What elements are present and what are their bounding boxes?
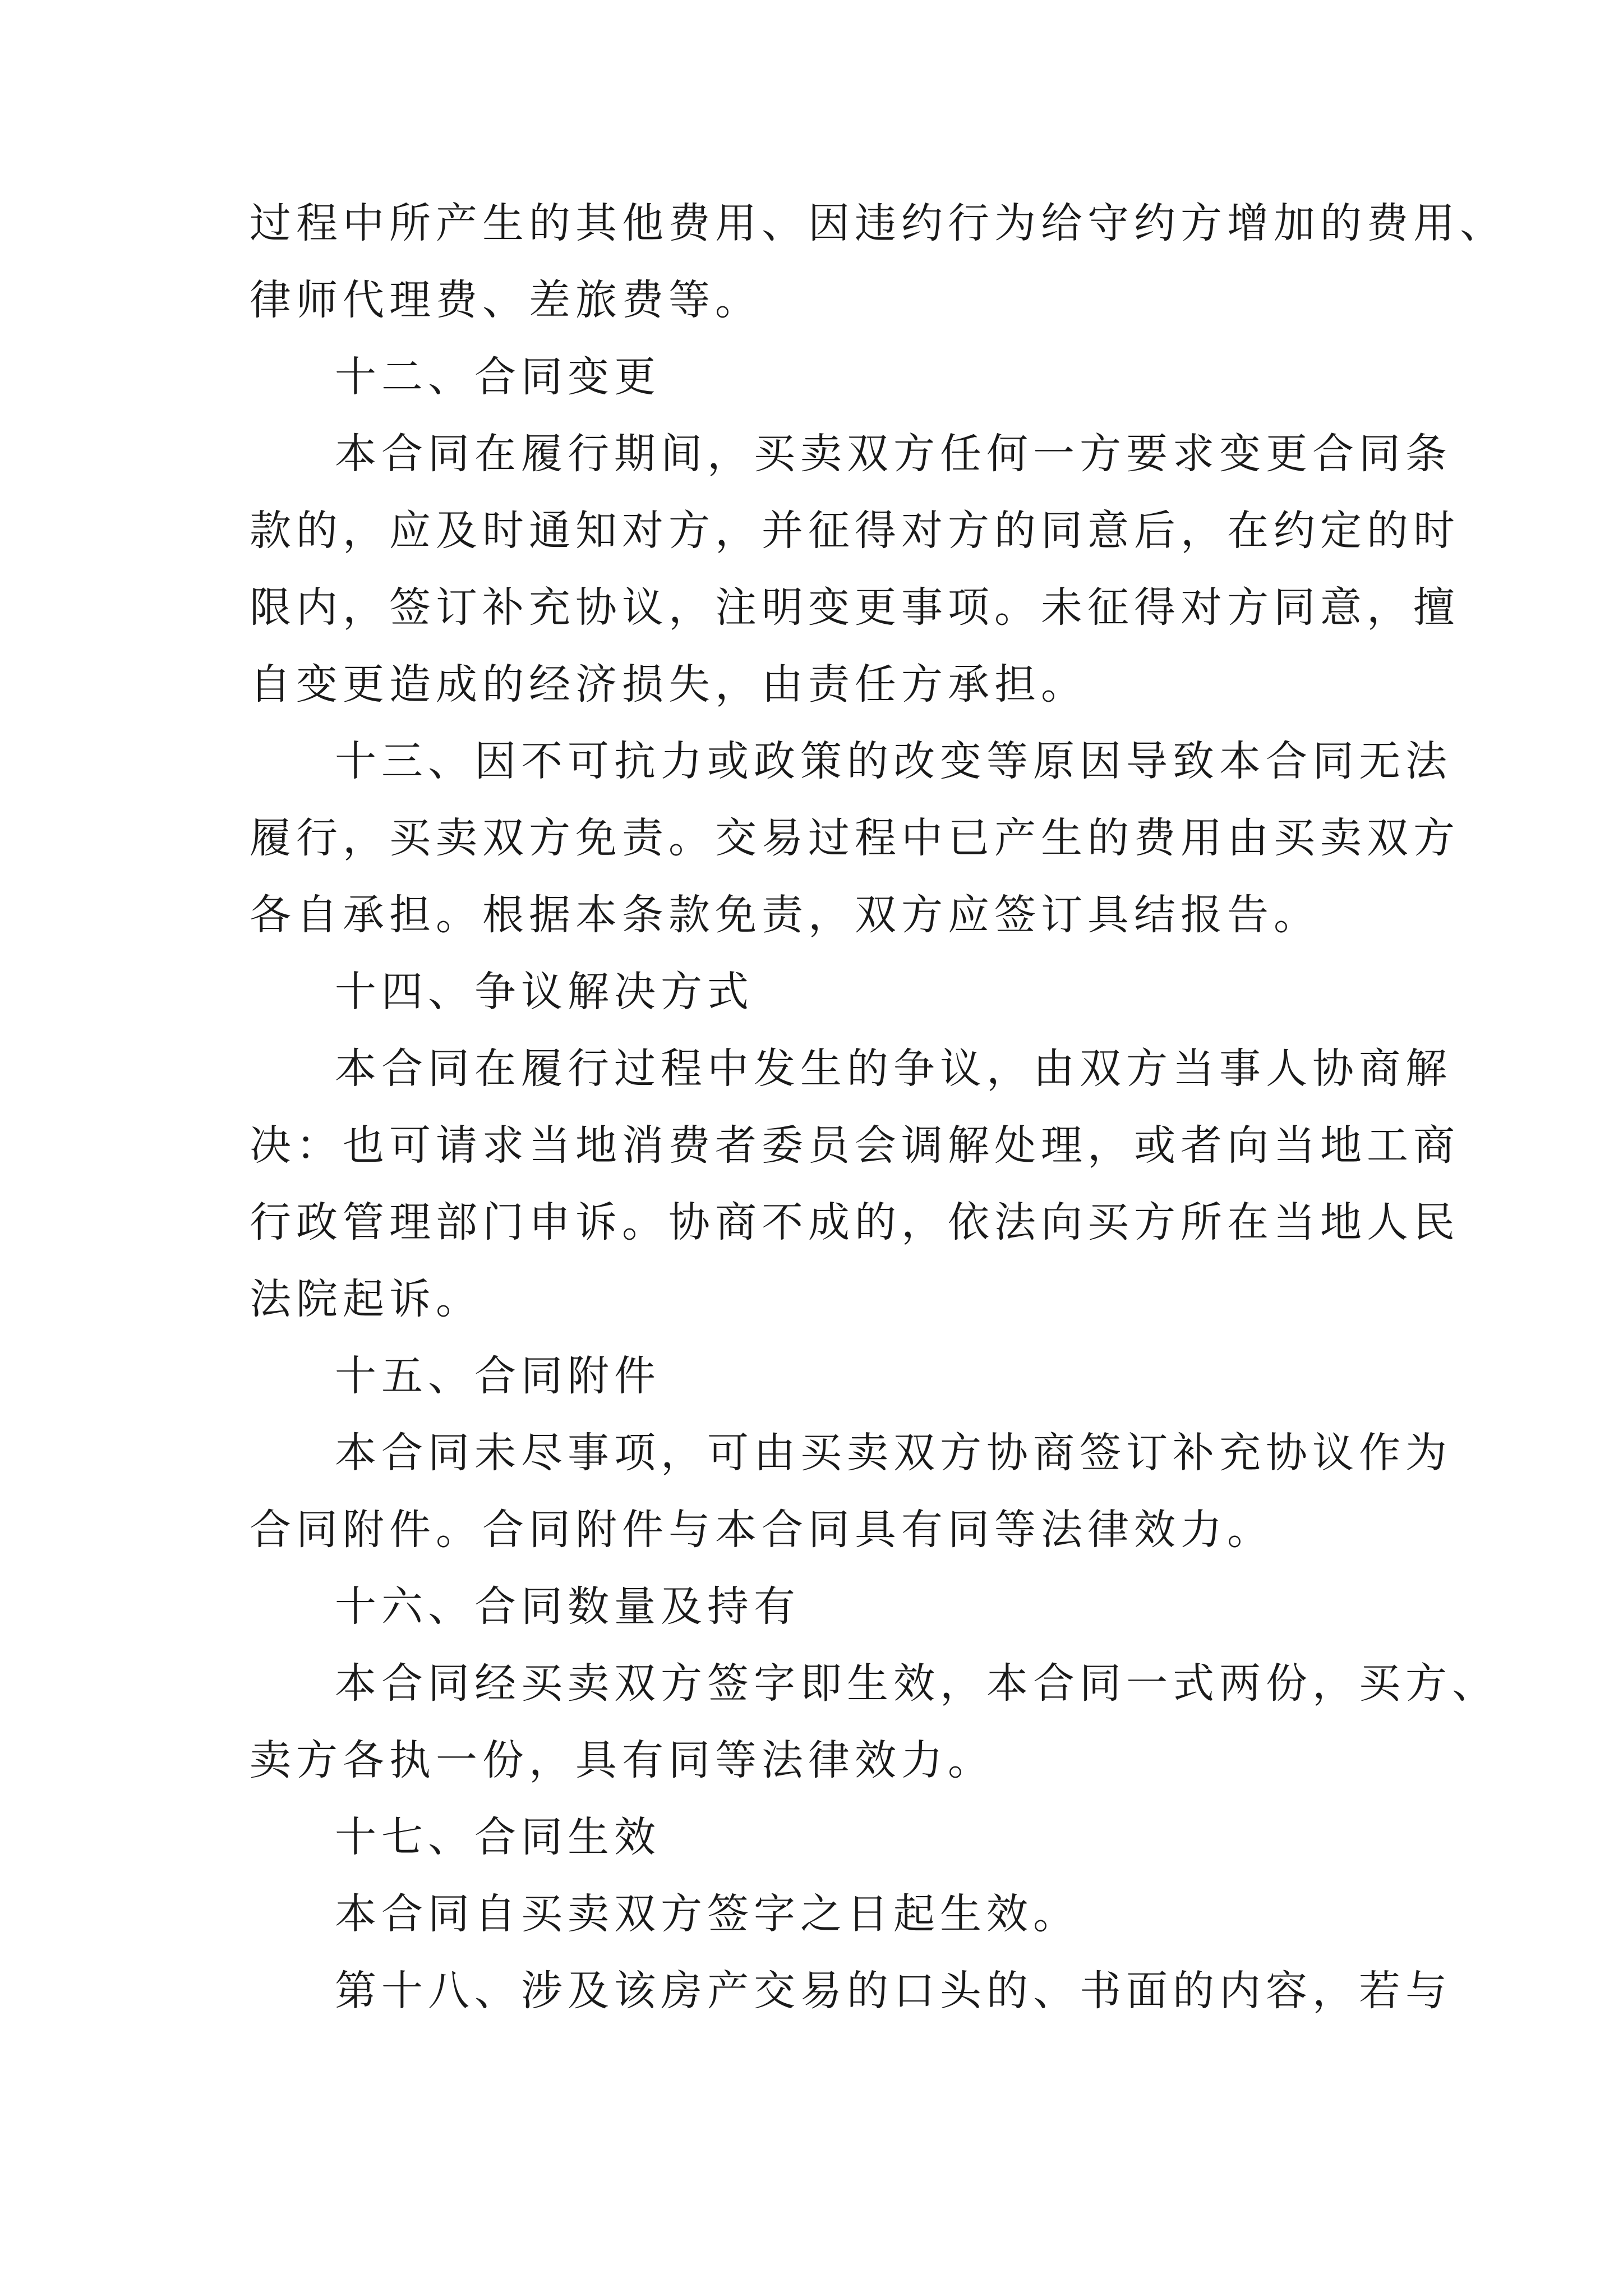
text-line: 款的，应及时通知对方，并征得对方的同意后，在约定的时	[250, 507, 1460, 555]
text-line: 自变更造成的经济损失，由责任方承担。	[250, 660, 1087, 708]
text-line: 第十八、涉及该房产交易的口头的、书面的内容，若与	[335, 1967, 1452, 2015]
text-line: 各自承担。根据本条款免责，双方应签订具结报告。	[250, 891, 1320, 939]
text-line: 合同附件。合同附件与本合同具有同等法律效力。	[250, 1506, 1274, 1554]
text-line: 过程中所产生的其他费用、因违约行为给守约方增加的费用、	[250, 199, 1506, 247]
text-line: 卖方各执一份，具有同等法律效力。	[250, 1736, 994, 1784]
section-heading: 十七、合同生效	[335, 1813, 661, 1861]
text-line: 限内，签订补充协议，注明变更事项。未征得对方同意，擅	[250, 583, 1460, 632]
section-heading: 十三、因不可抗力或政策的改变等原因导致本合同无法	[335, 737, 1452, 785]
text-line: 履行，买卖双方免责。交易过程中已产生的费用由买卖双方	[250, 814, 1460, 862]
text-line: 本合同在履行过程中发生的争议，由双方当事人协商解	[335, 1045, 1452, 1093]
text-line: 法院起诉。	[250, 1275, 482, 1323]
section-heading: 十五、合同附件	[335, 1352, 661, 1400]
document-body	[250, 185, 1506, 2030]
text-line: 律师代理费、差旅费等。	[250, 276, 762, 324]
section-heading: 十四、争议解决方式	[335, 968, 754, 1016]
section-heading: 十二、合同变更	[335, 353, 661, 401]
section-heading: 十六、合同数量及持有	[335, 1582, 800, 1631]
text-line: 决：也可请求当地消费者委员会调解处理，或者向当地工商	[250, 1121, 1460, 1170]
text-line: 本合同在履行期间，买卖双方任何一方要求变更合同条	[335, 430, 1452, 478]
text-line: 本合同经买卖双方签字即生效，本合同一式两份，买方、	[335, 1659, 1498, 1708]
text-line: 本合同自买卖双方签字之日起生效。	[335, 1890, 1080, 1938]
text-line: 行政管理部门申诉。协商不成的，依法向买方所在当地人民	[250, 1198, 1460, 1246]
text-line: 本合同未尽事项，可由买卖双方协商签订补充协议作为	[335, 1429, 1452, 1477]
